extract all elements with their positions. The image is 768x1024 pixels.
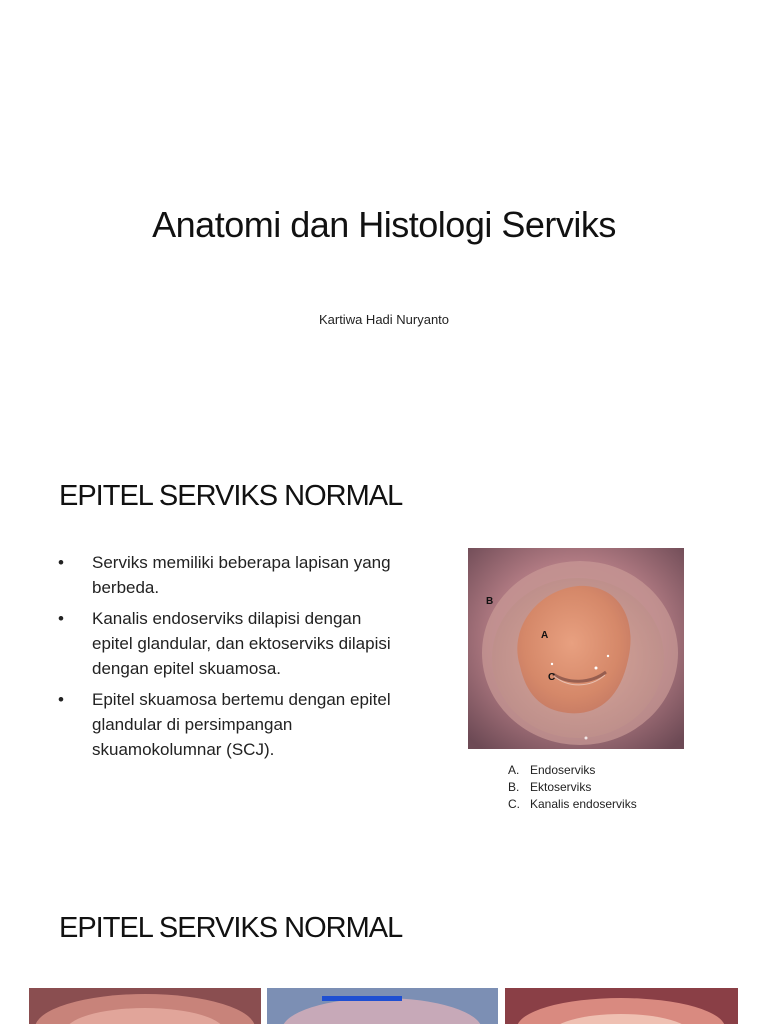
epitel-photos-slide — [0, 862, 768, 1024]
slide-heading: EPITEL SERVIKS NORMAL — [59, 912, 403, 944]
legend-key: C. — [508, 797, 520, 811]
bullet-list — [58, 550, 398, 768]
legend-item — [508, 796, 637, 813]
cervix-photo — [468, 548, 684, 749]
bullet-item — [58, 550, 398, 600]
label-c: C — [548, 672, 556, 683]
bullet-text: Serviks memiliki beberapa lapisan yang berbeda. — [92, 553, 391, 597]
bullet-dot: • — [58, 553, 64, 572]
label-a: A — [541, 630, 549, 641]
cervix-thumbnail — [505, 988, 738, 1024]
epitel-slide — [0, 430, 768, 862]
cervix-photo-graphic — [468, 548, 684, 749]
legend-key: B. — [508, 780, 520, 794]
bullet-dot: • — [58, 609, 64, 628]
title-slide — [0, 0, 768, 430]
bullet-item — [58, 606, 398, 681]
author-name: Kartiwa Hadi Nuryanto — [318, 312, 450, 327]
presentation-title: Anatomi dan Histologi Serviks — [152, 204, 616, 245]
label-b: B — [486, 596, 494, 607]
legend-text: Kanalis endoserviks — [530, 797, 637, 811]
bullet-item — [58, 687, 398, 762]
legend-item — [508, 779, 637, 796]
legend-text: Ektoserviks — [530, 780, 592, 794]
cervix-thumbnail — [267, 988, 498, 1024]
photo-legend — [508, 762, 637, 813]
bullet-dot: • — [58, 690, 64, 709]
bullet-text: Epitel skuamosa bertemu dengan epitel glandular di persimpangan skuamokolumnar (SCJ). — [92, 690, 391, 759]
legend-key: A. — [508, 763, 520, 777]
legend-text: Endoserviks — [530, 763, 596, 777]
bullet-text: Kanalis endoserviks dilapisi dengan epitel glandular, dan ektoserviks dilapisi dengan epitel skuamosa. — [92, 609, 391, 678]
slide-heading: EPITEL SERVIKS NORMAL — [59, 480, 403, 512]
legend-item — [508, 762, 637, 779]
cervix-thumbnail — [29, 988, 261, 1024]
